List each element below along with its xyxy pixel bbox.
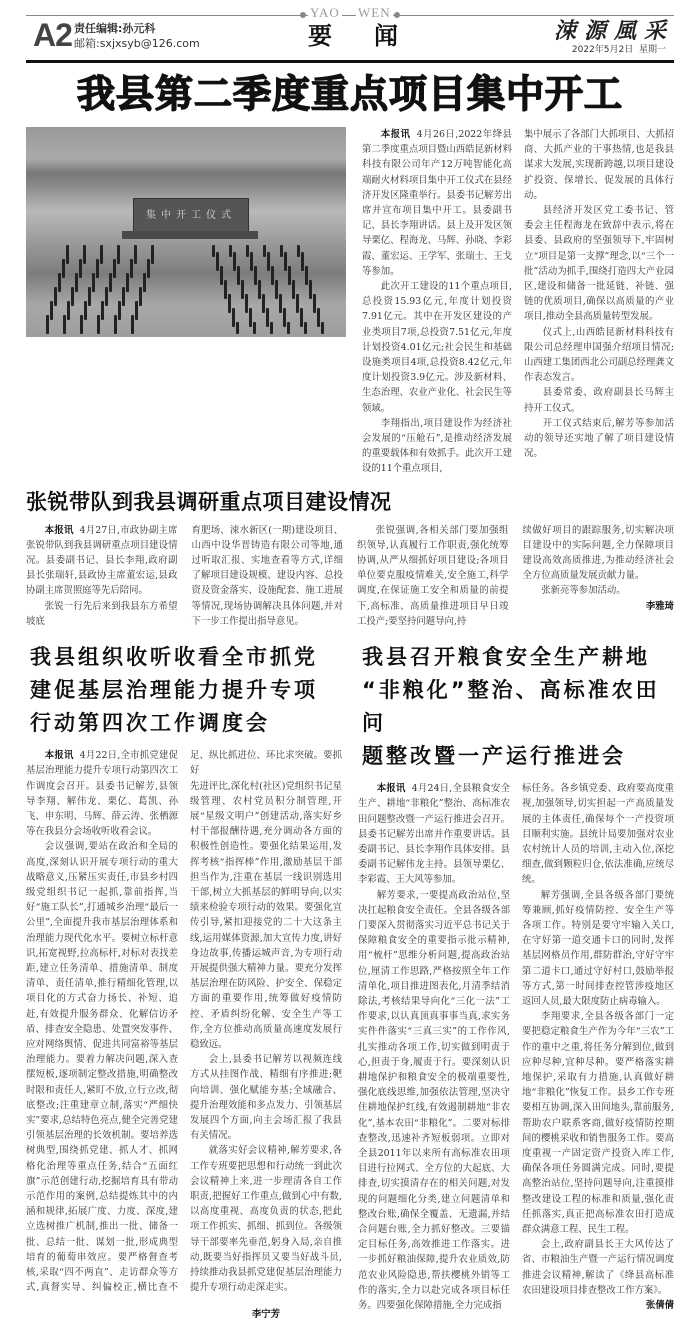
paragraph (358, 781, 510, 887)
paragraph: 县委常委、政府副县长马辉主持开工仪式。 (524, 387, 674, 414)
crowd-figure (296, 301, 299, 313)
masthead (26, 6, 674, 58)
crowd-figure (147, 266, 150, 278)
section-title-2: 闻 (374, 21, 398, 50)
crowd-figure (216, 259, 219, 271)
page-number: A2 (33, 17, 72, 53)
headline-line: “非粮化”整治、高标准农田问 (362, 678, 660, 736)
section-title-1: 要 (308, 21, 332, 50)
crowd-figure (130, 266, 133, 278)
crowd-figure (288, 273, 291, 285)
crowd-figure (236, 322, 239, 334)
lower-articles (26, 641, 674, 1323)
headline-line: 我县召开粮食安全生产耕地 (362, 645, 650, 670)
crowd-figure (134, 252, 137, 264)
crowd-figure (75, 280, 78, 292)
paragraph: 开工仪式结束后,解芳等参加活动的领导还实地了解了项目建设情况。 (524, 417, 674, 460)
lead-tag: 本报讯 (380, 129, 411, 140)
crowd-figure (58, 280, 61, 292)
crowd-figure (88, 294, 91, 306)
crowd-figure (284, 259, 287, 271)
paragraph: 续做好项目的跟踪服务,切实解决项目建设中的实际问题,全力保障项目建设高效高质推进,为推动经济社会全方位高质量发展贡献力量。 (522, 524, 674, 582)
crowd-figure (267, 259, 270, 271)
crowd-figure (304, 322, 307, 334)
crowd-figure (101, 308, 104, 320)
article3-body (26, 748, 342, 1323)
crowd-figure (118, 308, 121, 320)
crowd-figure (253, 322, 256, 334)
crowd-figure (321, 322, 324, 334)
article3-headline (26, 641, 342, 740)
crowd-figure (228, 301, 231, 313)
issue-date: 2022年5月2日 星期一 (571, 45, 666, 55)
crowd-figure (232, 315, 235, 327)
crowd-figure (271, 273, 274, 285)
crowd-figure (224, 287, 227, 299)
article1 (26, 127, 674, 477)
crowd-figure (263, 245, 266, 257)
crowd-figure (301, 259, 304, 271)
article2-headline: 张锐带队到我县调研重点项目建设情况 (26, 489, 392, 514)
paragraph: 张锐一行先后来到我县东方希望坡底 (26, 600, 178, 627)
paragraph: 育肥场、涑水新区(一期)建设项目、山西中设华晋铸造有限公司等地,通过听取汇报、实地查看等方式,详细了解项目建设规模、建设内容、总投资及资金落实、设施配套、施工进展等情况,现场协调解决具体问题,并对下一步工作提出指导意见。 (191, 524, 343, 627)
lead-headline: 我县第二季度重点项目集中开工 (76, 72, 623, 116)
paragraph-text: 4月27日,市政协副主席张锐带队到我县调研重点项目建设情况。县委副书记、县长李翔,政府副县长张瑞轩,县政协主席董宏运,县政协副主席贺照庭等先后陪同。 (26, 524, 178, 597)
paragraph: 就落实好会议精神,解芳要求,各工作专班要把思想和行动统一到此次会议精神上来,进一步理清各自工作职责,把握好工作重点,做到心中有数,以高度重视、高度负责的状态,把此项工作抓实、抓细、抓到位。各级领导干部要率先垂范,躬身入局,亲自推动,既要当好指挥员又要当好战斗员,持续推动我县抓党建促基层治理能力提升专项行动走深走实。 (190, 1145, 342, 1294)
crowd-figure (300, 315, 303, 327)
article4-headline (358, 641, 674, 773)
crowd-figure (305, 273, 308, 285)
paragraph: 李翔指出,项目建设作为经济社会发展的“压舱石”,是推动经济发展的重要载体和有效抓手。此次开工建设的11个重点项目, (362, 417, 513, 475)
crowd-figure (97, 322, 100, 334)
headline-line: 我县组织收听收看全市抓党 (30, 645, 318, 670)
paragraph: 张锐强调,各相关部门要加强组织领导,认真履行工作职责,强化统筹协调,从严从细抓好项目建设;各项目单位要克服疫情难关,安全施工,科学调度,在保证施工安全和质量的前提下,高标准、高质量推进项目早日竣工投产;要坚持问题导向,持 (357, 524, 509, 627)
crowd-figure (79, 266, 82, 278)
crowd-figure (246, 245, 249, 257)
crowd-figure (266, 315, 269, 327)
crowd-figure (50, 308, 53, 320)
crowd-figure (126, 280, 129, 292)
crowd-figure (220, 273, 223, 285)
crowd-figure (80, 322, 83, 334)
crowd-figure (114, 322, 117, 334)
crowd-figure (131, 322, 134, 334)
crowd-figure (83, 252, 86, 264)
rule-dot (394, 12, 400, 18)
paragraph: 会上,县委书记解芳以视频连线方式从挂图作战、精细有序推进;靶向培训、强化赋能夯基;全域融合、提升治理效能和多点发力、引领基层发展四个方面,向主会场汇报了我县有关情况。 (190, 1054, 342, 1142)
paragraph: 会上,政府副县长王大风传达了省、市粮油生产暨一产运行情况调度推进会议精神,解读了《绛县高标准农田建设项目排查整改工作方案》。 (522, 1239, 674, 1296)
paragraph-text: 4月24日,全县粮食安全生产、耕地“非粮化”整治、高标准农田问题整改暨一产运行推进会召开。县委书记解芳出席并作重要讲话。县委副书记、县长李翔作具体安排。县委副书记解伟龙主持。县领导栗亿、李彩霞、王大风等参加。 (358, 783, 510, 886)
stage-platform (122, 231, 258, 239)
crowd-figure (135, 308, 138, 320)
lead-tag: 本报讯 (44, 524, 74, 536)
stage-banner-text: 集中开工仪式 (146, 210, 236, 221)
crowd-figure (151, 252, 154, 264)
paragraph: 标任务。各乡镇党委、政府要高度重视,加强领导,切实担起一产高质量发展的主体责任,确保每个一产投资项目顺利实施。县统计局要加强对农业农村统计人员的培训,主动入位,深挖细查,做到颗粒归仓,依法准确,应统尽统。 (522, 783, 674, 886)
crowd-figure (241, 287, 244, 299)
crowd-figure (258, 287, 261, 299)
paragraph: 先进评比,深化村(社区)党组织书记星级管理、农村党员积分制管理,开展“星级文明户”创建活动,落实好乡村干部报酬待遇,充分调动各方面的积极性创造性。要强化结果运用,发挥考核“指挥棒”作用,激励基层干部担当作为,注重在基层一线识别选用干部,树立大抓基层的鲜明导向,以实绩来检验专项行动的效果。要强化宣传引导,紧扣迎接党的二十大这条主线,运用媒体资源,加大宣传力度,讲好身边故事,传播运城声音,为专项行动开展提供强大精神力量。要充分发挥基层治理在防风险、护安全、保稳定方面的重要作用,统筹做好疫情防控、矛盾纠纷化解、安全生产等工作,全方位推动高质量高速度发展行稳致远。 (190, 780, 342, 1050)
crowd-figure (245, 301, 248, 313)
article4-body (358, 781, 674, 1313)
lead-tag: 本报讯 (376, 783, 406, 795)
section-pinyin-2: WEN (358, 5, 391, 20)
crowd-figure (54, 294, 57, 306)
crowd-figure (262, 301, 265, 313)
crowd-figure (309, 287, 312, 299)
crowd-figure (287, 322, 290, 334)
article2-author: 李雅琦 (645, 600, 674, 612)
crowd-figure (100, 252, 103, 264)
section-pinyin-1: YAO (310, 5, 340, 20)
article4 (358, 641, 674, 1313)
crowd-figure (297, 245, 300, 257)
paragraph: 集中展示了各部门大抓项目、大抓招商、大抓产业的干事热情,也是我县谋求大发展,实现新跨越,以项目建设扩投资、保增长、促发展的具体行动。 (524, 129, 675, 201)
lead-tag: 本报讯 (44, 750, 74, 762)
crowd-figure (62, 266, 65, 278)
crowd-figure (143, 280, 146, 292)
crowd-figure (280, 245, 283, 257)
crowd-figure (105, 294, 108, 306)
rule-dot (300, 12, 306, 18)
headline-line: 建促基层治理能力提升专项 (30, 678, 318, 703)
paragraph: 县经济开发区党工委书记、管委会主任程海龙在致辞中表示,将在县委、县政府的坚强领导下,牢固树立“项目是第一支撑”理念,以“三个一批”活动为抓手,围绕打造四大产业园区,建设和储备一批延链、补链、强链的优质项目,确保以高质量的产业项目,推动全县高质量转型发展。 (524, 205, 674, 323)
masthead-bottom-rule (26, 60, 674, 63)
paragraph: 解芳强调,全县各级各部门要统筹兼顾,抓好疫情防控、安全生产等各项工作。特别是要守牢输入关口,在守好第一道交通卡口的同时,发挥基层网格员作用,群防群治,守好守牢第二道卡口,通过守好村口,鼓励举报等方式,第一时间排查控管涉疫地区返回人员,最大限度防止病毒输入。 (522, 889, 674, 1007)
paragraph: 会议强调,要站在政治和全局的高度,深刻认识开展专项行动的重大战略意义,压紧压实责任,市县乡村四级党组织书记一起抓,靠前指挥,当好“施工队长”,打通城乡治理“最后一公里”,全面提升我市基层治理体系和治理能力现代化水平。要树立标杆意识,拓宽视野,拉高标杆,对标对表找差距,建立任务清单、措施清单、制度清单、责任清单,推行精细化管理,以项目化的方式奋力扬长、补短、追赶,有效提升服务群众、化解信访矛盾、排查安全隐患、处置突发事件、应对网络舆情、促进共同富裕等基层治理能力。要着力解决问题,深入查摆短板,逐项制定整改措施,明确整改时限和责任人,紧盯不放,立行立改,彻底整改;注重建章立制,落实“严细快实”要求,总结特色亮点,健全完善党建引领基层治理的长效机制。要培养选树典型,围绕抓党建、抓人才、抓网格化治理等重点任务,结合“五面红旗”示范创建行动,挖掘培育具有带动示范作用的案例,总结提炼其中的内涵和规律,拓展广度、力度、深度,建立选树推广机制,推出一批、储备一批、总结一批、谋划一批,形成典型培育的葡萄串效应。要严格督查考核,采取“四不两直”、走访群众等方式,真督实导、纠偏校正,横比查不足、纵比抓进位、环比求突破。要抓好 (26, 750, 342, 1294)
editor-email: 邮箱:sxjxsyb@126.com (74, 37, 200, 50)
crowd-figure (212, 245, 215, 257)
crowd-figure (117, 252, 120, 264)
crowd-figure (66, 252, 69, 264)
paragraph (362, 127, 512, 279)
headline-line: 行动第四次工作调度会 (30, 711, 270, 736)
article2 (26, 487, 674, 629)
crowd-figure (46, 322, 49, 334)
crowd-figure (237, 273, 240, 285)
paragraph (26, 523, 178, 599)
paragraph: 仪式上,山西皓昆新材料科技有限公司总经理申国强介绍项目情况;山西建工集团西北公司副总经理龚文作表态发言。 (524, 326, 675, 384)
crowd-figure (270, 322, 273, 334)
crowd-figure (254, 273, 257, 285)
article3 (26, 641, 342, 1323)
article1-body (362, 127, 674, 477)
crowd-figure (292, 287, 295, 299)
crowd-figure (96, 266, 99, 278)
editor-credit: 责任编辑:孙元科 (74, 22, 156, 35)
crowd-figure (63, 322, 66, 334)
paragraph-text: 4月22日,全市抓党建促基层治理能力提升专项行动第四次工作调度会召开。县委书记解芳,县领导李翔、解伟龙、栗亿、葛凯、孙飞、申东明、马辉、薛云涛、张栖源等在我县分会场收听收看会议。 (26, 750, 178, 838)
newspaper-name: 涑源風采 (553, 18, 674, 44)
paragraph-text: 4月26日,2022年绛县第二季度重点项目暨山西皓昆新材料科技有限公司年产12万吨智能化高端耐火材料项目集中开工仪式在县经济开发区隆重举行。县委书记解芳出席并宣布项目集中开工。县委副书记、县长李翔讲话。县上及开发区领导栗亿、程海龙、马辉、孙晓、李彩霞、董宏运、王学军、张瑞士、王戈等参加。 (362, 129, 513, 277)
crowd-figure (67, 308, 70, 320)
paragraph: 张新亮等参加活动。 (541, 585, 626, 597)
paragraph: 解芳要求,一要提高政治站位,坚决扛起粮食安全责任。全县各级各部门要深入贯彻落实习近平总书记关于保障粮食安全的重要指示批示精神,用“梳杆”思维分析问题,提高政治站位,厘清工作思路,严格按照全年工作清单化,项目推进图表化,月清季结消除法,考核结果导向化“三化一法”工作要求,以认真顶真事事当真,求实务实件件落实“三真三实”的工作作风,扎实推动各项工作,切实做到明责于心,担责于身,履责于行。要深刻认识耕地保护和粮食安全的极端重要性,强化底线思维,加强依法管理,坚决守住耕地保护红线,有效遏制耕地“非农化”,基本农田“非粮化”。二要对标排查整改,迅速补齐短板弱项。立即对全县2011年以来所有高标准农田项目进行拉网式、全方位的大起底、大排查,切实摸清存在的相关问题,对发现的问题细化分类,建立问题清单和整改台账,确保全覆盖、无遗漏,并结合问题台账,全力抓好整改。三要锚定目标任务,高效推进工作落实。进一步抓好粮油保障,提升农业质效,防范农业风险隐患,帮扶樱桃外销等工作的落实,全力以赴完成各项目标任务。四要强化保障措施,全力完成指 (358, 889, 510, 1311)
crowd-figure (233, 259, 236, 271)
crowd-figure (249, 315, 252, 327)
masthead-rule (26, 15, 674, 16)
article3-author: 李宁芳 (251, 1309, 281, 1321)
groundbreaking-photo (26, 127, 346, 337)
article4-author: 张倩倩 (645, 1300, 674, 1311)
crowd-figure (317, 315, 320, 327)
crowd-figure (92, 280, 95, 292)
crowd-figure (122, 294, 125, 306)
headline-line: 题整改暨一产运行推进会 (362, 744, 626, 769)
paragraph: 李翔要求,全县各级各部门一定要把稳定粮食生产作为今年“三农”工作的重中之重,将任务分解到位,做到应种尽种,宜种尽种。要严格落实耕地保护,采取有力措施,认真做好耕地“非粮化”恢复工作。县乡工作专班要相互协调,深入田间地头,靠前服务,帮助农户联系客商,做好疫情防控期间的樱桃采收和销售服务工作。要高度重视一产固定资产投资入库工作,确保各项任务圆满完成。同时,要提高整治站位,坚持问题导向,注重摸排整改建设工程的标准和质量,强化责任抓落实,真正把高标准农田打造成群众满意工程、民生工程。 (522, 1011, 674, 1235)
crowd-figure (229, 245, 232, 257)
crowd-figure (84, 308, 87, 320)
article2-body (26, 523, 674, 629)
newspaper-page (26, 0, 674, 1343)
crowd-figure (109, 280, 112, 292)
crowd-figure (275, 287, 278, 299)
crowd-figure (313, 301, 316, 313)
crowd-figure (113, 266, 116, 278)
crowd-figure (279, 301, 282, 313)
paragraph: 此次开工建设的11个重点项目,总投资15.93亿元,年度计划投资7.91亿元。其中在开发区建设的产业类项目7项,总投资7.51亿元,年度计划投资4.01亿元;社会民生和基础设施类项目4项,总投资8.42亿元,年度计划投资3.9亿元。涉及新材料、生态治理、农业产业化、社会民生等领域。 (362, 281, 513, 414)
paragraph (26, 748, 178, 839)
crowd-figure (250, 259, 253, 271)
crowd-figure (139, 294, 142, 306)
crowd-figure (71, 294, 74, 306)
crowd-figure (283, 315, 286, 327)
